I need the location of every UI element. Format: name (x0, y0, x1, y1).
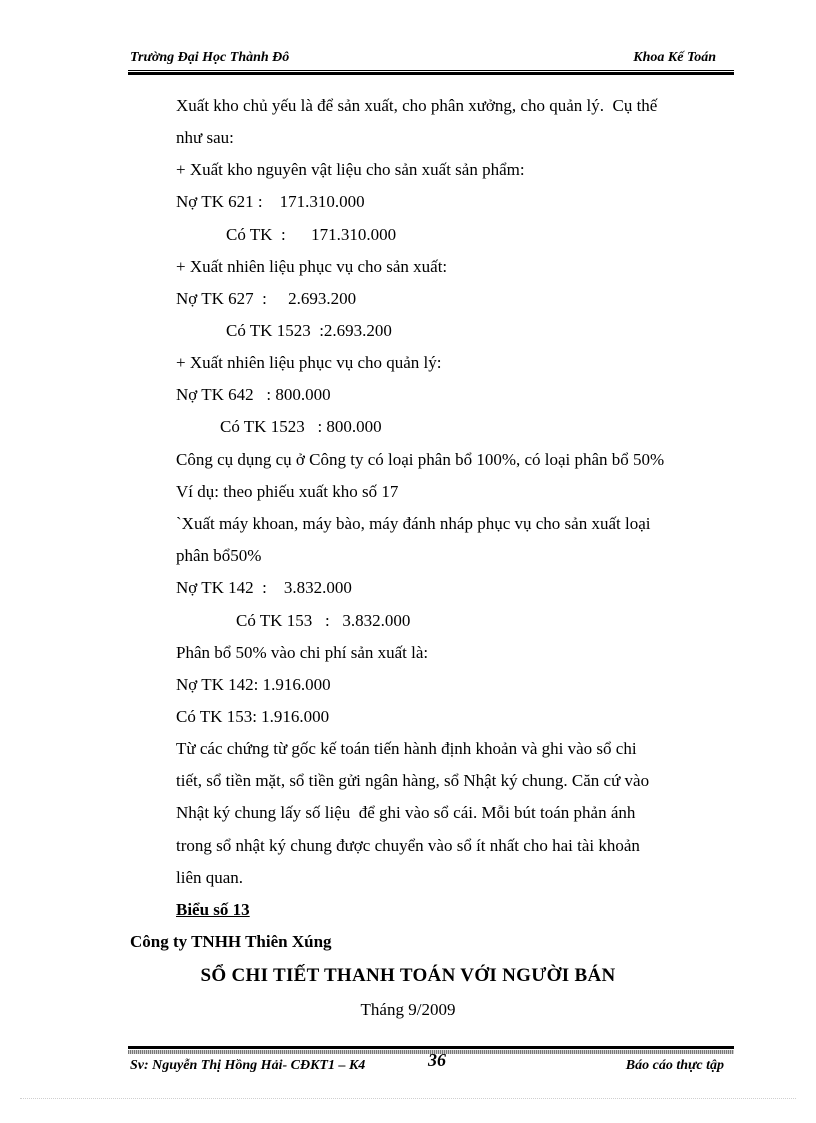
page-bottom-border (20, 1098, 796, 1099)
header-rule-thin (128, 70, 734, 71)
header-faculty-name: Khoa Kế Toán (633, 50, 716, 65)
footer-report-label: Báo cáo thực tập (625, 1058, 724, 1073)
body-line: Có TK 1523 :2.693.200 (226, 321, 392, 340)
company-name: Công ty TNHH Thiên Xúng (130, 932, 332, 951)
body-line: Nợ TK 621 : 171.310.000 (176, 192, 365, 211)
ledger-month: Tháng 9/2009 (360, 1000, 456, 1019)
page-number: 36 (428, 1050, 446, 1070)
body-line: Từ các chứng từ gốc kế toán tiến hành định khoản và ghi vào sổ chi (176, 739, 637, 758)
body-line: Nợ TK 627 : 2.693.200 (176, 289, 357, 308)
body-line: như sau: (176, 128, 234, 147)
body-line: liên quan. (176, 868, 244, 887)
section-label: Biểu số 13 (176, 900, 250, 919)
body-line: Nợ TK 642 : 800.000 (176, 385, 331, 404)
body-line: Công cụ dụng cụ ở Công ty có loại phân bổ 100%, có loại phân bổ 50% (176, 450, 665, 469)
body-line: + Xuất kho nguyên vật liệu cho sản xuất sản phẩm: (176, 160, 525, 179)
body-line: Có TK 153 : 3.832.000 (236, 611, 411, 630)
body-line: Nợ TK 142 : 3.832.000 (176, 578, 352, 597)
body-line: Nhật ký chung lấy số liệu để ghi vào sổ cái. Mỗi bút toán phản ánh (176, 803, 636, 822)
body-line: trong sổ nhật ký chung được chuyển vào sổ ít nhất cho hai tài khoản (176, 836, 640, 855)
body-line: Phân bổ 50% vào chi phí sản xuất là: (176, 643, 429, 662)
body-line: Có TK : 171.310.000 (226, 225, 397, 244)
body-line: + Xuất nhiên liệu phục vụ cho sản xuất: (176, 257, 448, 276)
body-line: + Xuất nhiên liệu phục vụ cho quản lý: (176, 353, 442, 372)
body-line: tiết, sổ tiền mặt, sổ tiền gửi ngân hàng, sổ Nhật ký chung. Căn cứ vào (176, 771, 650, 790)
header-rule-thick (128, 72, 734, 75)
header-school-name: Trường Đại Học Thành Đô (130, 50, 290, 65)
body-line: phân bổ50% (176, 546, 262, 565)
body-line: `Xuất máy khoan, máy bào, máy đánh nháp phục vụ cho sản xuất loại (176, 514, 651, 533)
footer-rule-thick (128, 1046, 734, 1049)
body-line: Xuất kho chủ yếu là để sản xuất, cho phân xưởng, cho quản lý. Cụ thế (176, 96, 658, 115)
body-line: Nợ TK 142: 1.916.000 (176, 675, 331, 694)
body-line: Có TK 153: 1.916.000 (176, 707, 330, 726)
footer-student-info: Sv: Nguyễn Thị Hồng Hải- CĐKT1 – K4 (130, 1058, 366, 1073)
body-line: Có TK 1523 : 800.000 (220, 417, 382, 436)
body-line: Ví dụ: theo phiếu xuất kho số 17 (176, 482, 399, 501)
ledger-title: SỔ CHI TIẾT THANH TOÁN VỚI NGƯỜI BÁN (200, 965, 616, 986)
